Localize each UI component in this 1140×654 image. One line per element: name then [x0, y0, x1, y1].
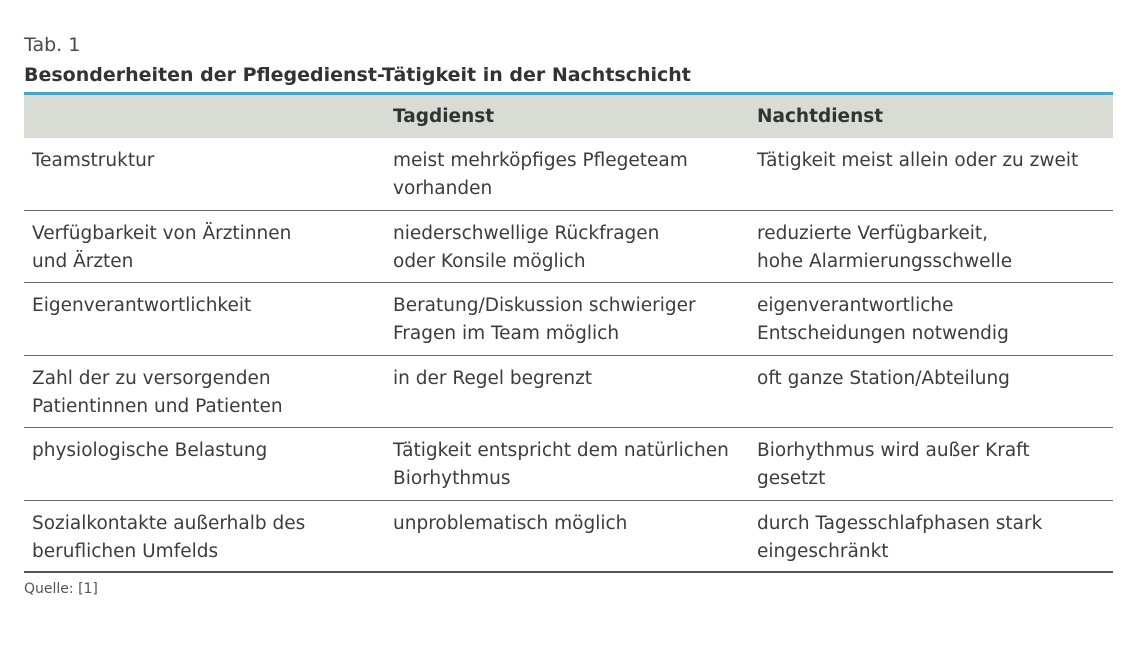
- cell-text-line: Eigenverantwortlichkeit: [32, 295, 252, 316]
- cell-text-line: Biorhythmus: [393, 468, 511, 489]
- cell-text-line: Tätigkeit meist allein oder zu zweit: [757, 150, 1079, 171]
- table-row: [24, 211, 1113, 284]
- cell-text-line: Teamstruktur: [32, 150, 155, 171]
- table-row: [24, 356, 1113, 429]
- cell-text-line: und Ärzten: [32, 250, 134, 272]
- cell-text-line: hohe Alarmierungsschwelle: [757, 250, 1013, 272]
- cell-text-line: gesetzt: [757, 468, 826, 489]
- cell-text-line: Tätigkeit entspricht dem natürlichen: [393, 440, 729, 461]
- cell-nachtdienst: [749, 147, 1113, 210]
- data-table: [24, 92, 1113, 573]
- cell-text-line: meist mehrköpfiges Pflegeteam: [393, 150, 688, 171]
- cell-tagdienst: [385, 365, 749, 428]
- cell-category: [24, 147, 385, 210]
- table-body: [24, 138, 1113, 573]
- cell-text-line: Beratung/Diskussion schwieriger: [393, 295, 696, 316]
- cell-text-line: in der Regel begrenzt: [393, 367, 593, 389]
- cell-text-line: Entscheidungen notwendig: [757, 323, 1009, 344]
- table-header-row: [24, 95, 1113, 138]
- table-row: [24, 428, 1113, 501]
- header-cell-tagdienst: Tagdienst: [393, 105, 495, 127]
- cell-text-line: eigenverantwortliche: [757, 295, 954, 316]
- cell-category: [24, 437, 385, 500]
- cell-nachtdienst: [749, 220, 1113, 283]
- cell-text-line: Sozialkontakte außerhalb des: [32, 512, 306, 534]
- cell-category: [24, 220, 385, 283]
- header-cell-nachtdienst: Nachtdienst: [757, 105, 884, 127]
- cell-text-line: unproblematisch möglich: [393, 512, 628, 534]
- cell-text-line: durch Tagesschlafphasen stark: [757, 512, 1043, 534]
- table-title: Besonderheiten der Pflegedienst-Tätigkeit in der Nachtschicht: [24, 64, 691, 86]
- cell-text-line: oder Konsile möglich: [393, 250, 586, 272]
- table-row: [24, 283, 1113, 356]
- cell-tagdienst: [385, 510, 749, 572]
- cell-category: [24, 292, 385, 355]
- cell-text-line: vorhanden: [393, 178, 493, 199]
- table-label: Tab. 1: [24, 34, 81, 56]
- cell-nachtdienst: [749, 437, 1113, 500]
- cell-text-line: Biorhythmus wird außer Kraft: [757, 440, 1030, 461]
- cell-nachtdienst: [749, 510, 1113, 572]
- cell-text-line: Zahl der zu versorgenden: [32, 367, 271, 389]
- cell-nachtdienst: [749, 365, 1113, 428]
- cell-tagdienst: [385, 147, 749, 210]
- table-block: [24, 30, 1113, 598]
- cell-category: [24, 510, 385, 572]
- table-row: [24, 138, 1113, 211]
- cell-text-line: eingeschränkt: [757, 540, 889, 562]
- cell-tagdienst: [385, 437, 749, 500]
- cell-text-line: beruflichen Umfelds: [32, 540, 219, 562]
- cell-tagdienst: [385, 220, 749, 283]
- cell-text-line: physiologische Belastung: [32, 440, 268, 461]
- cell-text-line: reduzierte Verfügbarkeit,: [757, 222, 988, 244]
- table-row: [24, 501, 1113, 574]
- cell-text-line: Patientinnen und Patienten: [32, 395, 283, 417]
- cell-tagdienst: [385, 292, 749, 355]
- cell-text-line: Verfügbarkeit von Ärztinnen: [32, 222, 292, 244]
- cell-text-line: niederschwellige Rückfragen: [393, 222, 660, 244]
- cell-category: [24, 365, 385, 428]
- cell-nachtdienst: [749, 292, 1113, 355]
- cell-text-line: Fragen im Team möglich: [393, 323, 620, 344]
- cell-text-line: oft ganze Station/Abteilung: [757, 367, 1010, 389]
- source-note: Quelle: [1]: [24, 581, 98, 597]
